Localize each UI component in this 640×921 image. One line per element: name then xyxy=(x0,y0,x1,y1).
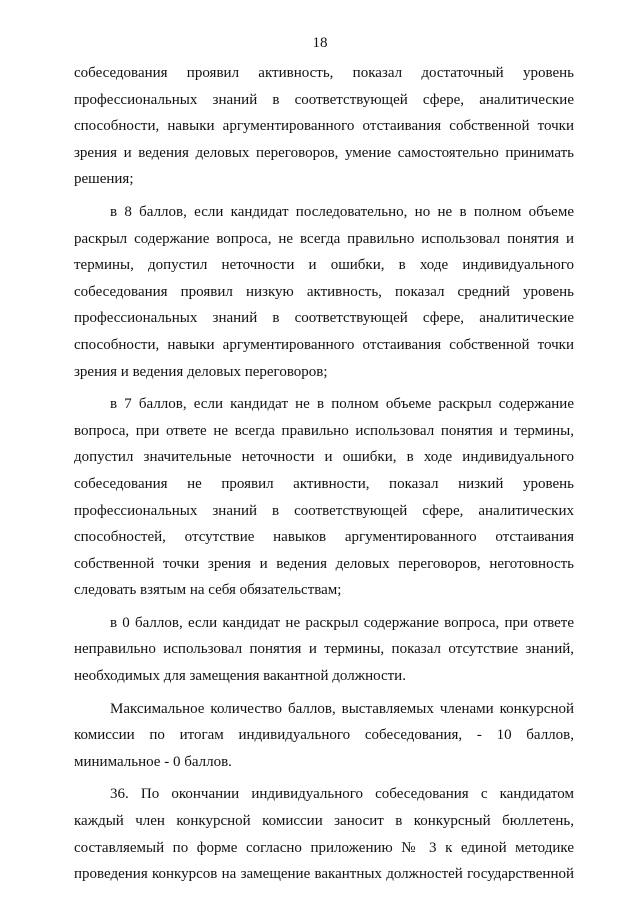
text-line: минимальное - 0 баллов. xyxy=(74,753,232,770)
text-line: зрения и ведения деловых переговоров, умение самостоятельно принимать xyxy=(74,144,574,161)
text-line: профессиональных знаний в соответствующей сфере, аналитических xyxy=(74,502,574,519)
text-line: в 8 баллов, если кандидат последовательно, но не в полном объеме xyxy=(110,203,574,220)
page-number: 18 xyxy=(312,35,328,51)
paragraph xyxy=(74,391,574,604)
text-line: профессиональных знаний в соответствующей сфере, аналитические xyxy=(74,310,574,327)
text-line: раскрыл содержание вопроса, не всегда правильно использовал понятия и xyxy=(74,230,574,247)
text-line: следовать взятым на себя обязательствам; xyxy=(74,582,342,599)
text-line: Максимальное количество баллов, выставляемых членами конкурсной xyxy=(110,700,574,717)
text-line: способностей, отсутствие навыков аргументированного отстаивания xyxy=(74,529,574,546)
text-line: собеседования не проявил активности, показал низкий уровень xyxy=(74,475,574,492)
paragraph xyxy=(74,199,574,385)
text-line: проведения конкурсов на замещение вакантных должностей государственной xyxy=(74,866,574,883)
text-line: в 0 баллов, если кандидат не раскрыл содержание вопроса, при ответе xyxy=(110,614,574,631)
paragraph xyxy=(74,60,574,193)
text-line: вопроса, при ответе не всегда правильно использовал понятия и термины, xyxy=(74,422,574,439)
paragraph xyxy=(74,696,574,776)
text-line: собеседования проявил низкую активность, показал средний уровень xyxy=(74,283,574,300)
text-line: способности, навыки аргументированного отстаивания собственной точки xyxy=(74,118,574,135)
text-line: допустил значительные неточности и ошибки, в ходе индивидуального xyxy=(74,449,574,466)
text-line: профессиональных знаний в соответствующей сфере, аналитические xyxy=(74,91,574,108)
text-line: способности, навыки аргументированного отстаивания собственной точки xyxy=(74,336,574,353)
text-line: 36. По окончании индивидуального собеседования с кандидатом xyxy=(110,786,574,803)
text-line: в 7 баллов, если кандидат не в полном объеме раскрыл содержание xyxy=(110,396,574,413)
text-line: необходимых для замещения вакантной должности. xyxy=(74,668,406,685)
text-line: комиссии по итогам индивидуального собеседования, - 10 баллов, xyxy=(74,727,574,744)
paragraph xyxy=(74,781,574,887)
text-line: собеседования проявил активность, показал достаточный уровень xyxy=(74,65,574,81)
text-line: термины, допустил неточности и ошибки, в ходе индивидуального xyxy=(74,257,574,274)
paragraph xyxy=(74,610,574,690)
text-line: решения; xyxy=(74,171,134,188)
document-body xyxy=(74,60,574,894)
text-line: каждый член конкурсной комиссии заносит в конкурсный бюллетень, xyxy=(74,813,574,830)
text-line: составляемый по форме согласно приложению № 3 к единой методике xyxy=(74,839,574,856)
text-line: неправильно использовал понятия и термины, показал отсутствие знаний, xyxy=(74,641,574,658)
text-line: собственной точки зрения и ведения деловых переговоров, неготовность xyxy=(74,555,574,572)
text-line: зрения и ведения деловых переговоров; xyxy=(74,363,328,380)
